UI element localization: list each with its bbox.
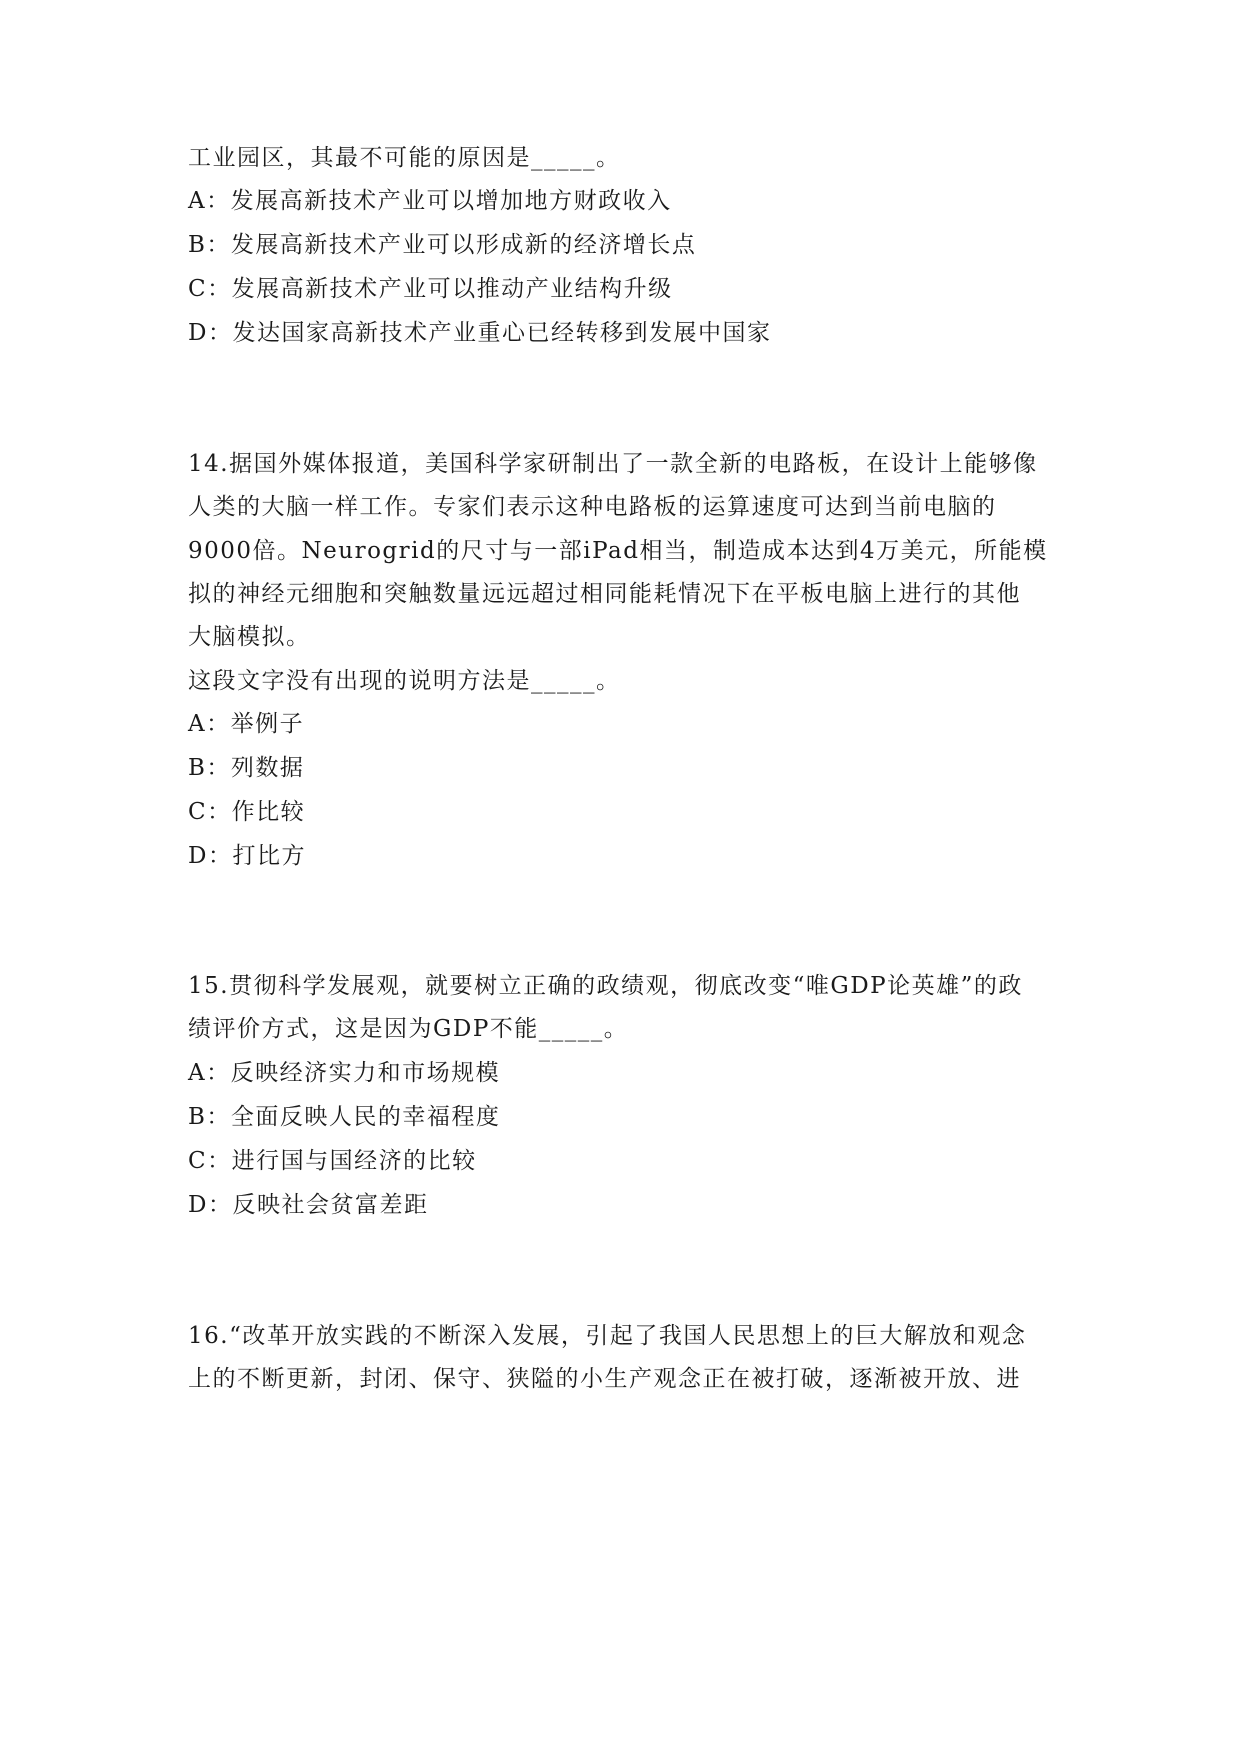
option-b: B：全面反映人民的幸福程度 (188, 1104, 501, 1130)
question-prompt: 这段文字没有出现的说明方法是_____。 (188, 668, 621, 694)
option-d: D：发达国家高新技术产业重心已经转移到发展中国家 (188, 320, 772, 346)
option-a: A：举例子 (188, 711, 305, 737)
question-stem-line: 上的不断更新，封闭、保守、狭隘的小生产观念正在被打破，逐渐被开放、进 (188, 1366, 1021, 1392)
question-stem-line: 9000倍。Neurogrid的尺寸与一部iPad相当，制造成本达到4万美元，所能模 (188, 538, 1048, 564)
question-stem-line: 工业园区，其最不可能的原因是_____。 (188, 145, 621, 171)
option-b: B：发展高新技术产业可以形成新的经济增长点 (188, 232, 697, 258)
option-d: D：反映社会贫富差距 (188, 1192, 429, 1218)
question-stem-line: 14.据国外媒体报道，美国科学家研制出了一款全新的电路板，在设计上能够像 (188, 451, 1038, 477)
option-c: C：进行国与国经济的比较 (188, 1148, 477, 1174)
question-stem-line: 拟的神经元细胞和突触数量远远超过相同能耗情况下在平板电脑上进行的其他 (188, 581, 1021, 607)
question-stem-line: 绩评价方式，这是因为GDP不能_____。 (188, 1016, 629, 1042)
question-stem-line: 16.“改革开放实践的不断深入发展，引起了我国人民思想上的巨大解放和观念 (188, 1323, 1027, 1349)
option-b: B：列数据 (188, 755, 305, 781)
option-c: C：发展高新技术产业可以推动产业结构升级 (188, 276, 673, 302)
question-stem-line: 15.贯彻科学发展观，就要树立正确的政绩观，彻底改变“唯GDP论英雄”的政 (188, 973, 1023, 999)
question-stem-line: 人类的大脑一样工作。专家们表示这种电路板的运算速度可达到当前电脑的 (188, 494, 997, 520)
option-a: A：反映经济实力和市场规模 (188, 1060, 501, 1086)
option-c: C：作比较 (188, 799, 306, 825)
option-a: A：发展高新技术产业可以增加地方财政收入 (188, 188, 672, 214)
option-d: D：打比方 (188, 843, 306, 869)
question-stem-line: 大脑模拟。 (188, 624, 311, 650)
